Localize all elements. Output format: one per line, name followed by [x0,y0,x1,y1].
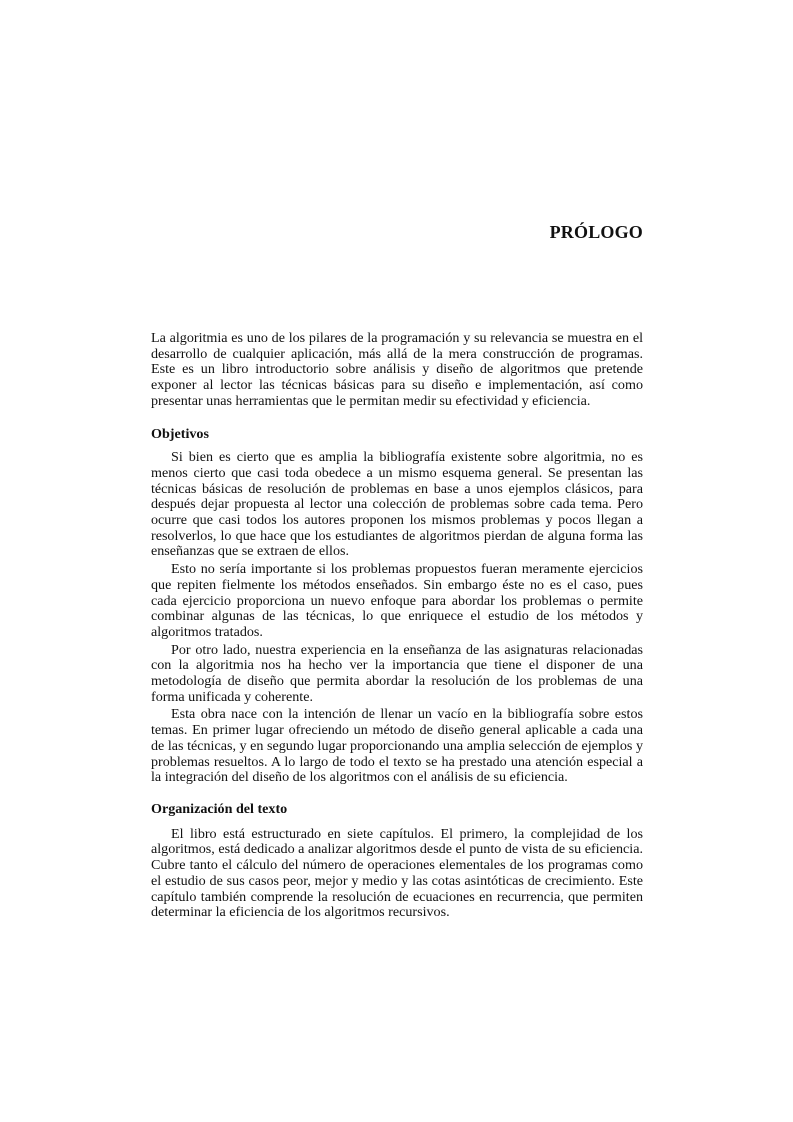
section-heading-organizacion: Organización del texto [151,800,288,817]
paragraph: Si bien es cierto que es amplia la bibliografía existente sobre algoritmia, no es menos cierto que casi toda obedece a un mismo esquema general. Se presentan las técnicas básicas de resolución de problemas en base a unos ejemplos clásicos, para después dejar propuesta al lector una colección de problemas sobre cada tema. Pero ocurre que casi todos los autores proponen los mismos problemas y pocos llegan a resolverlos, lo que hace que los estudiantes de algoritmos pierdan de alguna forma las enseñanzas que se extraen de ellos. [151,449,643,560]
intro-paragraph: La algoritmia es uno de los pilares de la programación y su relevancia se muestra en el desarrollo de cualquier aplicación, más allá de la mera construcción de programas. Este es un libro introductorio sobre análisis y diseño de algoritmos que pretende exponer al lector las técnicas básicas para su diseño e implementación, así como presentar unas herramientas que le permitan medir su efectividad y eficiencia. [151,330,643,409]
paragraph: Por otro lado, nuestra experiencia en la enseñanza de las asignaturas relacionadas con la algoritmia nos ha hecho ver la importancia que tiene el disponer de una metodología de diseño que permita abordar la resolución de los problemas de una forma unificada y coherente. [151,641,643,705]
section-heading-objetivos: Objetivos [151,425,209,442]
paragraph: Esta obra nace con la intención de llenar un vacío en la bibliografía sobre estos temas. En primer lugar ofreciendo un método de diseño general aplicable a cada una de las técnicas, y en segundo lugar proporcionando una amplia selección de ejemplos y problemas resueltos. A lo largo de todo el texto se ha prestado una atención especial a la integración del diseño de los algoritmos con el análisis de su eficiencia. [151,706,643,786]
page-title: PRÓLOGO [549,222,643,242]
paragraph: El libro está estructurado en siete capítulos. El primero, la complejidad de los algoritmos, está dedicado a analizar algoritmos desde el punto de vista de su eficiencia. Cubre tanto el cálculo del número de operaciones elementales de los programas como el estudio de sus casos peor, mejor y medio y las cotas asintóticas de crecimiento. Este capítulo también comprende la resolución de ecuaciones en recurrencia, que permiten determinar la eficiencia de los algoritmos recursivos. [151,825,643,921]
paragraph: Esto no sería importante si los problemas propuestos fueran meramente ejercicios que repiten fielmente los métodos enseñados. Sin embargo éste no es el caso, pues cada ejercicio proporciona un nuevo enfoque para abordar los problemas o permite combinar algunas de las técnicas, lo que enriquece el estudio de los métodos y algoritmos tratados. [151,561,643,640]
body-text [151,331,643,923]
